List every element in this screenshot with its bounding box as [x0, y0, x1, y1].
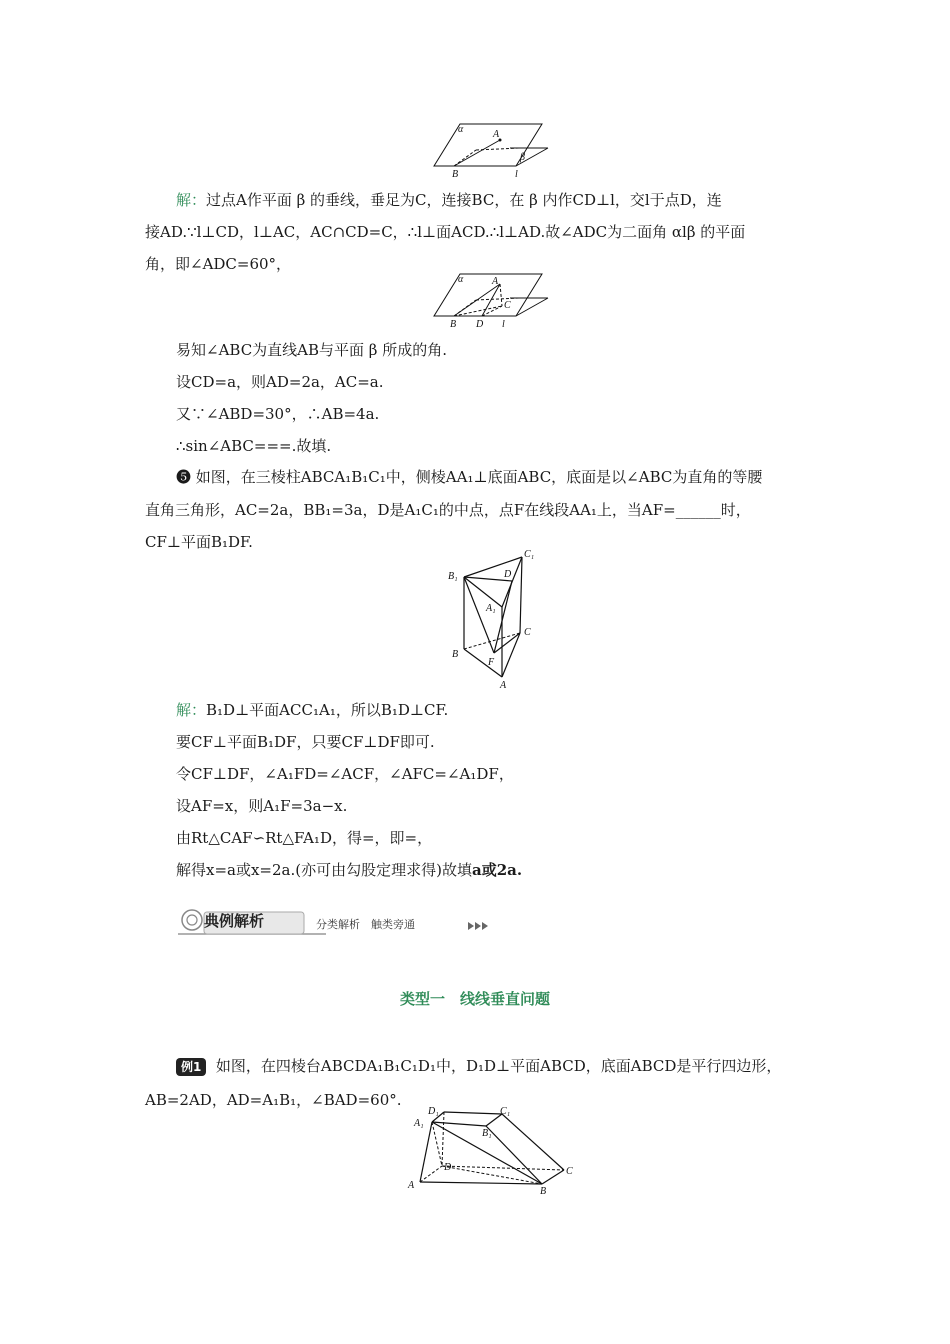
fig2-D-label: D [476, 319, 484, 330]
q5-line1: ❺ 如图，在三棱柱ABCA₁B₁C₁中，侧棱AA₁⊥底面ABC，底面是以∠ABC为直角的等腰 [176, 468, 763, 486]
fig4-C1-label: C₁ [500, 1106, 511, 1117]
solution-label: 解： [176, 191, 207, 209]
figure-frustum [406, 1104, 581, 1196]
fig1-B-label: B [452, 169, 459, 180]
fig2-C-label: C [504, 300, 511, 311]
p1-line6: 又∵∠ABD=30°，∴AB=4a. [176, 405, 380, 423]
fig4-A-label: A [408, 1180, 415, 1191]
question-number: ❺ [176, 468, 192, 486]
fig2-alpha-label: α [458, 274, 464, 285]
fig4-D-label: D [444, 1162, 452, 1173]
solution-label-2: 解： [176, 701, 207, 719]
p1-line4: 易知∠ABC为直线AB与平面 β 所成的角. [176, 341, 448, 359]
fig4-B1-label: B₁ [482, 1128, 492, 1139]
fig3-A-label: A [500, 680, 507, 690]
ex1-line1: 例1 如图，在四棱台ABCDA₁B₁C₁D₁中，D₁D⊥平面ABCD，底面ABCD是平行四边形， [176, 1056, 781, 1076]
p2-line5: 由Rt△CAF∽Rt△FA₁D，得=，即=， [176, 829, 433, 847]
fig3-A1-label: A₁ [486, 603, 496, 614]
p2-line3: 令CF⊥DF，∠A₁FD=∠ACF，∠AFC=∠A₁DF， [176, 765, 514, 783]
p1-line7: ∴sin∠ABC===.故填. [176, 437, 332, 455]
q5-line2: 直角三角形，AC=2a，BB₁=3a，D是A₁C₁的中点，点F在线段AA₁上，当AF=______时， [145, 501, 751, 519]
figure-dihedral-construction [430, 270, 555, 330]
answer: a或2a. [471, 861, 523, 879]
example-badge: 例1 [176, 1058, 206, 1076]
fig4-A1-label: A₁ [414, 1118, 424, 1129]
section-title: 类型一 线线垂直问题 [399, 990, 550, 1008]
fig1-beta-label: β [520, 152, 525, 163]
fig1-alpha-label: α [458, 124, 464, 135]
p1-line1: 解：过点A作平面 β 的垂线，垂足为C，连接BC，在 β 内作CD⊥l，交l于点D，连 [176, 191, 722, 209]
fig4-C-label: C [566, 1166, 573, 1177]
p2-line6: 解得x=a或x=2a.(亦可由勾股定理求得)故填a或2a. [176, 861, 523, 879]
banner-title: 典例解析 [204, 912, 265, 930]
fig3-D-label: D [504, 569, 512, 580]
p1-line2: 接AD.∵l⊥CD，l⊥AC，AC∩CD=C，∴l⊥面ACD.∴l⊥AD.故∠ADC为二面角 αlβ 的平面 [145, 223, 746, 241]
figure-dihedral-angle [430, 120, 555, 180]
fig3-B1-label: B₁ [448, 571, 458, 582]
section-banner [176, 904, 506, 938]
spiral-icon [182, 910, 202, 930]
p1-line3: 角，即∠ADC=60°， [145, 255, 292, 273]
fig3-C-label: C [524, 627, 531, 638]
fig3-F-label: F [488, 657, 495, 668]
p2-line2: 要CF⊥平面B₁DF，只要CF⊥DF即可. [176, 733, 435, 751]
fig4-B-label: B [540, 1186, 547, 1196]
banner-subtitle: 分类解析 触类旁通 [316, 918, 415, 931]
fig1-l-label: l [515, 169, 518, 180]
p2-line4: 设AF=x，则A₁F=3a−x. [176, 797, 348, 815]
q5-line3: CF⊥平面B₁DF. [145, 533, 253, 551]
fig2-l-label: l [502, 319, 505, 330]
fig4-D1-label: D₁ [428, 1106, 439, 1117]
fig3-B-label: B [452, 649, 459, 660]
fig2-B-label: B [450, 319, 457, 330]
fig2-A-label: A [492, 276, 499, 287]
p2-line1: 解：B₁D⊥平面ACC₁A₁，所以B₁D⊥CF. [176, 701, 449, 719]
fig1-A-label: A [493, 129, 500, 140]
ex1-line2: AB=2AD，AD=A₁B₁，∠BAD=60°. [145, 1091, 402, 1109]
figure-triangular-prism [444, 545, 544, 690]
fig3-C1-label: C₁ [524, 549, 535, 560]
p1-line5: 设CD=a，则AD=2a，AC=a. [176, 373, 384, 391]
